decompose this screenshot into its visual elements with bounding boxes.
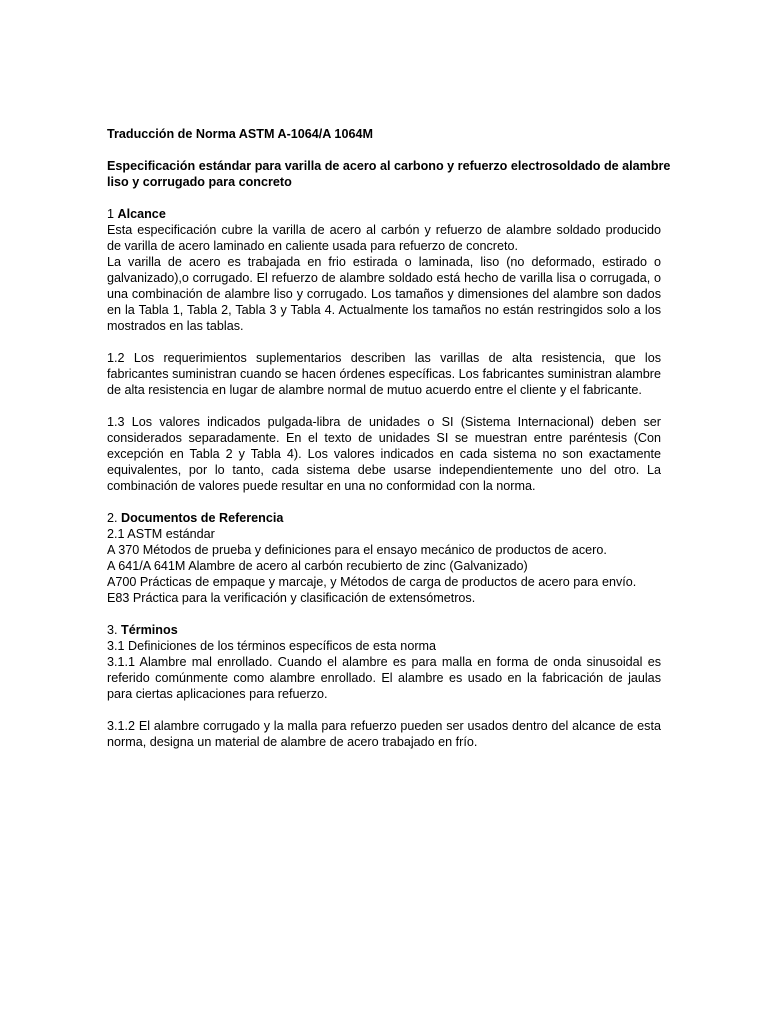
text-line: 1.3 Los valores indicados pulgada-libra de unidades o SI (Sistema Internacional) deben ser <box>107 415 661 429</box>
section-1-paragraph-1 <box>107 222 661 254</box>
document-title: Traducción de Norma ASTM A-1064/A 1064M <box>107 127 373 141</box>
subtitle-line: Especificación estándar para varilla de acero al carbono y refuerzo electrosoldado de alambre <box>107 159 671 173</box>
section-3-heading <box>107 622 661 638</box>
section-title: Documentos de Referencia <box>121 511 284 525</box>
section-3-1-1-paragraph <box>107 654 661 702</box>
text-line: equivalentes, por lo tanto, cada sistema debe usarse independientemente uno del otro. La <box>107 463 661 477</box>
section-1-3-paragraph <box>107 414 661 494</box>
section-3-1-2-paragraph <box>107 718 661 750</box>
text-line: referido comúnmente como alambre enrollado. El alambre es usado en la fabricación de jaulas <box>107 671 661 685</box>
section-1-2-paragraph <box>107 350 661 398</box>
section-number: 3. <box>107 623 122 637</box>
reference-item: A 641/A 641M Alambre de acero al carbón recubierto de zinc (Galvanizado) <box>107 559 528 573</box>
text-line: 3.1.1 Alambre mal enrollado. Cuando el alambre es para malla en forma de onda sinusoidal es <box>107 655 661 669</box>
text-line: considerados separadamente. En el texto de unidades SI se muestran entre paréntesis (Con <box>107 431 661 445</box>
section-3-1-heading: 3.1 Definiciones de los términos específicos de esta norma <box>107 639 437 653</box>
text-line: norma, designa un material de alambre de acero trabajado en frío. <box>107 735 478 749</box>
subtitle-line: liso y corrugado para concreto <box>107 175 292 189</box>
text-line: fabricantes suministran cuando se hacen órdenes específicas. Los fabricantes suministran alambre <box>107 367 661 381</box>
text-line: una combinación de alambre liso y corrugado. Los tamaños y dimensiones del alambre son dados <box>107 287 661 301</box>
text-line: 3.1.2 El alambre corrugado y la malla para refuerzo pueden ser usados dentro del alcance de esta <box>107 719 661 733</box>
text-line: galvanizado),o corrugado. El refuerzo de alambre soldado está hecho de varilla lisa o corrugada, o <box>107 271 661 285</box>
section-1-heading <box>107 206 661 222</box>
text-line: mostrados en las tablas. <box>107 319 244 333</box>
text-line: en la Tabla 1, Tabla 2, Tabla 3 y Tabla 4. Actualmente los tamaños no están restringidos solo a los <box>107 303 661 317</box>
text-line: La varilla de acero es trabajada en frio estirada o laminada, liso (no deformado, estirado o <box>107 255 661 269</box>
section-title: Términos <box>121 623 178 637</box>
text-line: combinación de valores puede resultar en una no conformidad con la norma. <box>107 479 536 493</box>
section-number: 2. <box>107 511 122 525</box>
text-line: 1.2 Los requerimientos suplementarios describen las varillas de alta resistencia, que los <box>107 351 661 365</box>
text-line: para ciertas aplicaciones para refuerzo. <box>107 687 328 701</box>
reference-item: E83 Práctica para la verificación y clasificación de extensómetros. <box>107 591 476 605</box>
reference-list <box>107 542 661 606</box>
section-title: Alcance <box>117 207 166 221</box>
section-number: 1 <box>107 207 118 221</box>
section-1-paragraph-2 <box>107 254 661 334</box>
document-body <box>107 126 671 750</box>
text-line: de alta resistencia en lugar de alambre normal de mutuo acuerdo entre el cliente y el fabricante. <box>107 383 642 397</box>
reference-item: A700 Prácticas de empaque y marcaje, y Métodos de carga de productos de acero para envío. <box>107 575 637 589</box>
text-line: Esta especificación cubre la varilla de acero al carbón y refuerzo de alambre soldado producido <box>107 223 661 237</box>
reference-item: A 370 Métodos de prueba y definiciones para el ensayo mecánico de productos de acero. <box>107 543 607 557</box>
section-2-1-heading: 2.1 ASTM estándar <box>107 527 215 541</box>
document-subtitle <box>107 158 671 190</box>
section-2-heading <box>107 510 661 526</box>
text-line: excepción en Tabla 2 y Tabla 4). Los valores indicados en cada sistema no son exactamente <box>107 447 661 461</box>
text-line: de varilla de acero laminado en caliente usada para refuerzo de concreto. <box>107 239 518 253</box>
